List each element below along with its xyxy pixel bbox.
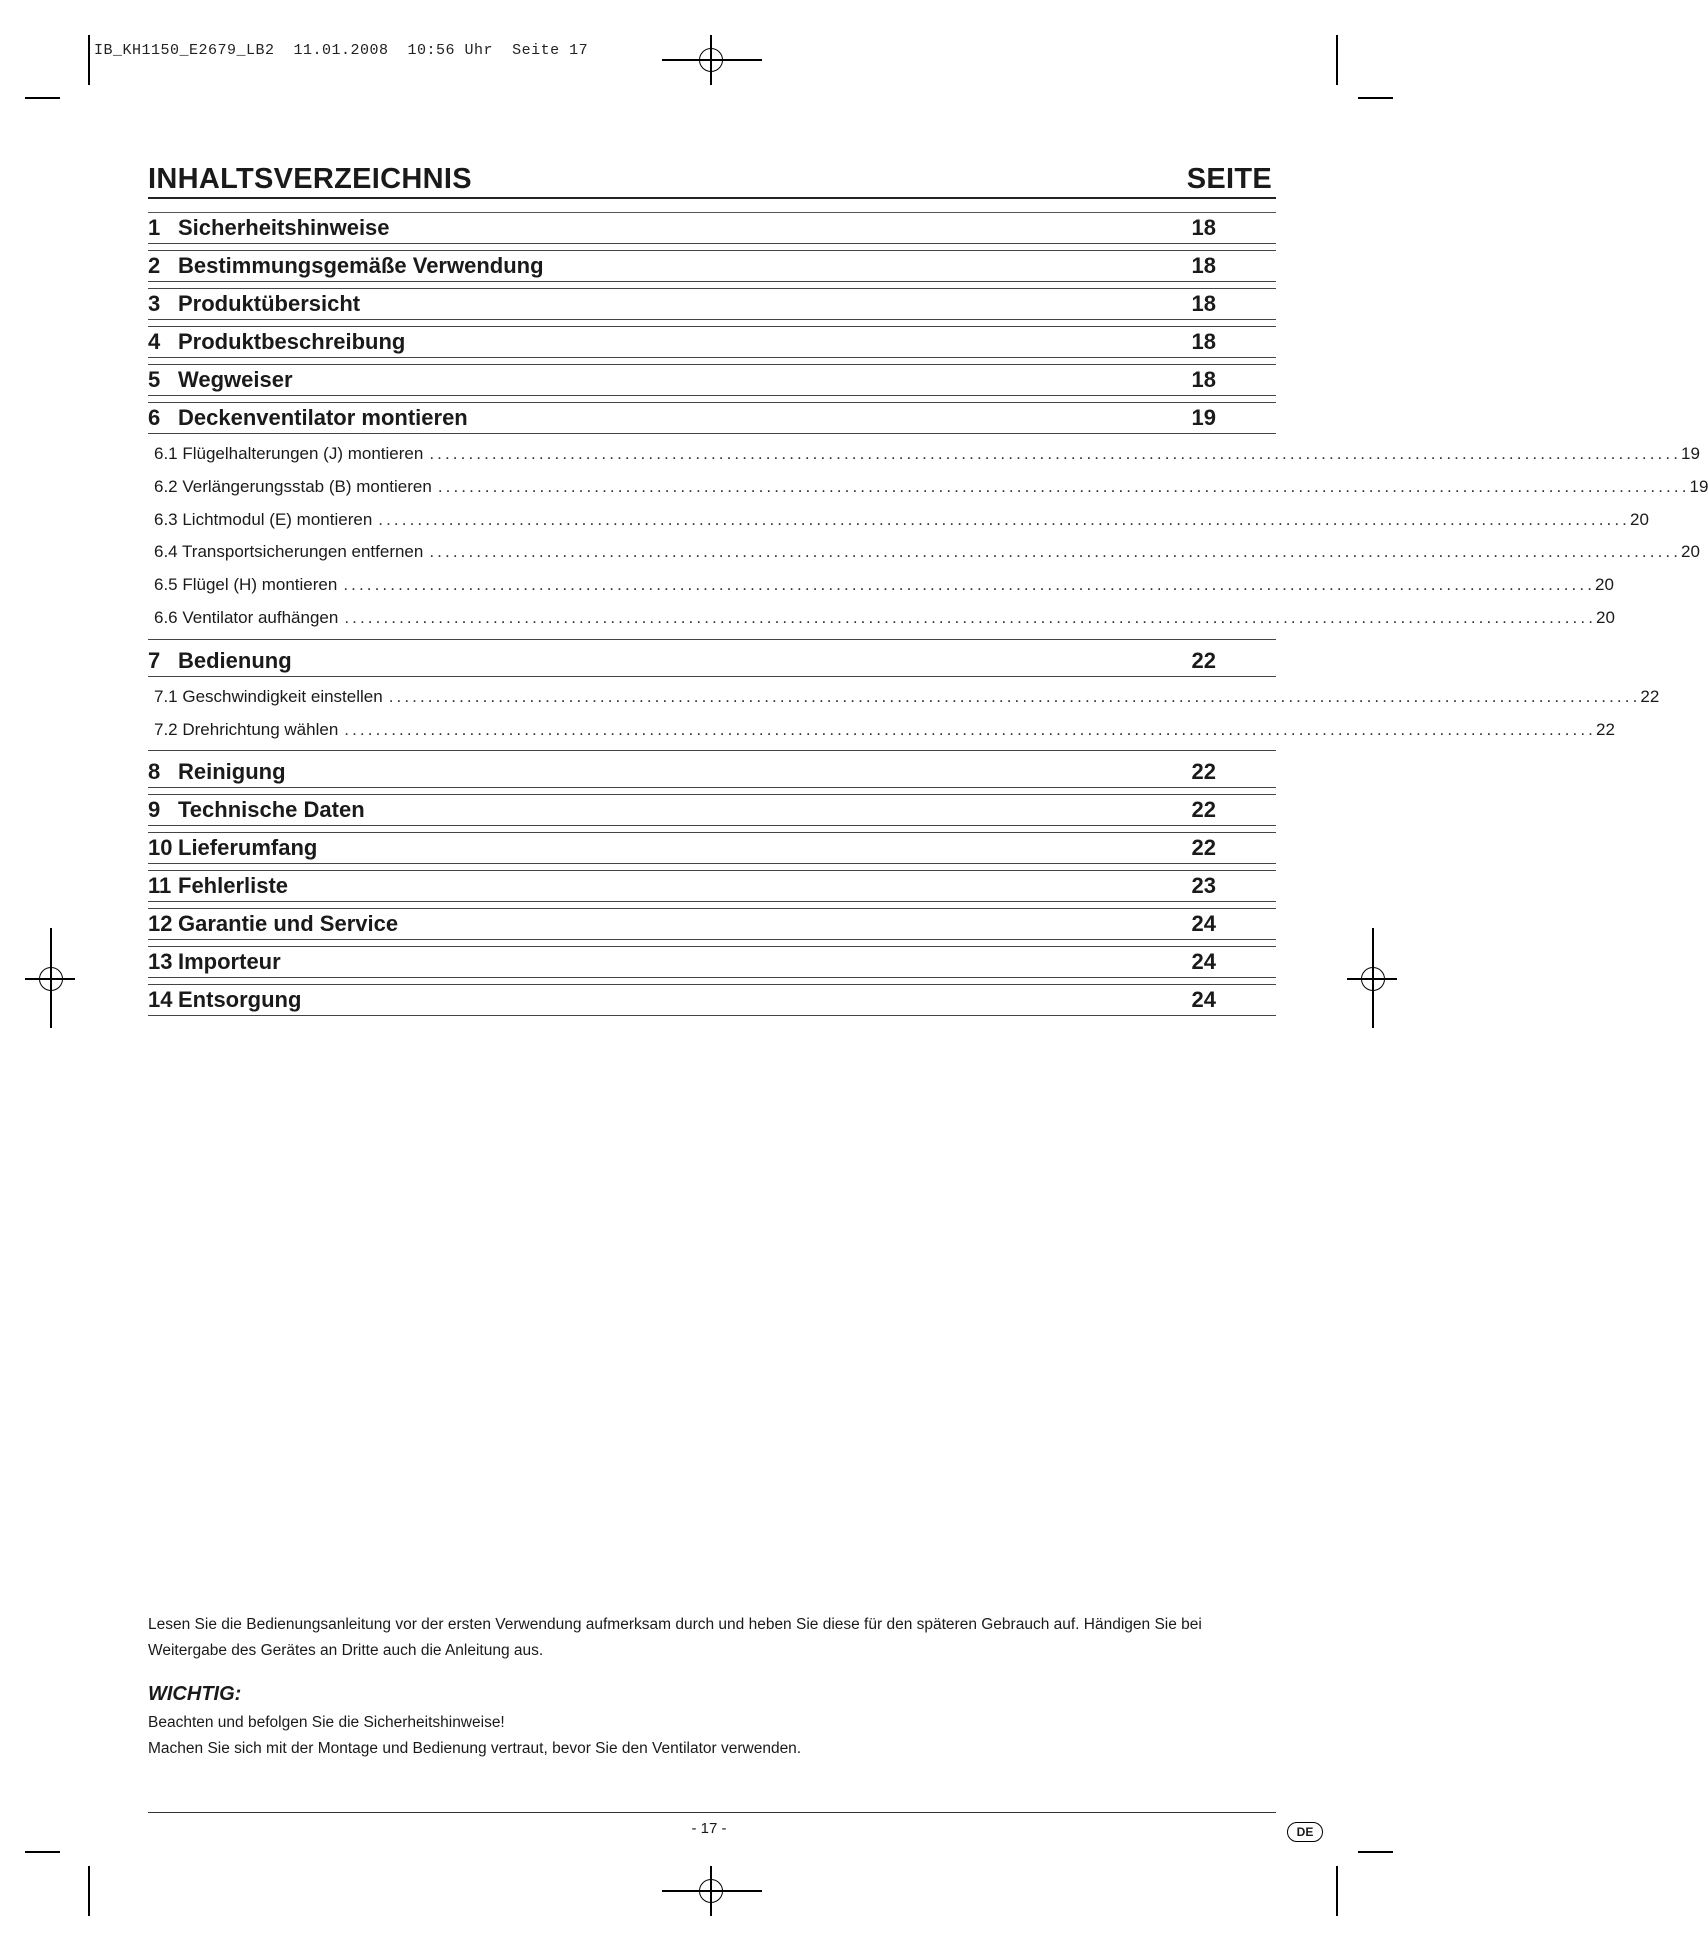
dot-leader: ................................................................................................................................................................ [429,444,1682,463]
section-title: Reinigung [178,759,286,785]
section-title: Produktübersicht [178,291,361,316]
dot-leader: ................................................................................................................................................................ [343,575,1596,595]
toc-subsection-row [148,536,1700,569]
table-of-contents [148,160,1708,1016]
warning-line: Beachten und befolgen Sie die Sicherheitshinweise! [148,1714,505,1731]
section-page: 22 [1191,797,1216,823]
print-slug: IB_KH1150_E2679_LB2 11.01.2008 10:56 Uhr Seite 17 [94,42,589,59]
subsection-title: 6.1 Flügelhalterungen (J) montieren [154,444,424,463]
section-number: 11 [148,873,172,899]
section-page: 18 [1191,329,1216,354]
toc-subsection-row [148,471,1708,504]
subsection-title: 6.3 Lichtmodul (E) montieren [154,509,373,529]
intro-text: Lesen Sie die Bedienungsanleitung vor der ersten Verwendung aufmerksam durch und heben Sie diese für den späteren Gebrauch auf. Händigen Sie bei Weitergabe des Gerätes an Dritte auch die Anleitung aus. [148,1616,1202,1659]
section-number: 8 [148,759,161,785]
toc-section-row [148,364,1276,396]
section-page: 22 [1191,647,1216,673]
section-number: 1 [148,215,161,240]
subsection-title: 7.1 Geschwindigkeit einstellen [154,686,383,706]
toc-section-row [148,870,1276,902]
section-title: Lieferumfang [178,835,318,861]
section-page: 18 [1191,291,1216,316]
subsection-page: 19 [1689,476,1708,496]
section-title: Produktbeschreibung [178,329,406,354]
section-number: 10 [148,835,173,861]
toc-subsection-row [148,438,1700,471]
section-page: 18 [1191,367,1216,392]
subsection-page: 20 [1595,575,1614,595]
dot-leader: ................................................................................................................................................................ [344,719,1596,739]
subsection-list [148,434,1708,640]
section-title: Importeur [178,949,281,975]
toc-section-row [148,326,1276,358]
section-title: Wegweiser [178,367,293,392]
subsection-title: 7.2 Drehrichtung wählen [154,719,339,739]
toc-section-row [148,402,1276,434]
subsection-page: 20 [1629,509,1649,529]
page-number: - 17 - [691,1820,727,1837]
section-number: 9 [148,797,161,823]
subsection-page: 19 [1681,444,1700,463]
warning-text [148,1710,801,1762]
toc-section-row [148,213,1276,244]
section-page: 18 [1191,215,1216,240]
section-number: 13 [148,949,173,975]
section-title: Technische Daten [178,797,365,823]
toc-header [148,160,1276,199]
section-number: 3 [148,291,161,316]
section-page: 22 [1191,759,1216,785]
subsection-page: 22 [1640,686,1660,706]
toc-section-row [148,832,1276,864]
dot-leader: ................................................................................................................................................................ [378,509,1630,529]
section-page: 19 [1191,405,1216,430]
section-page: 23 [1191,873,1216,899]
section-page: 24 [1191,949,1216,975]
warning-line: Machen Sie sich mit der Montage und Bedienung vertraut, bevor Sie den Ventilator verwenden. [148,1740,802,1757]
section-title: Entsorgung [178,987,302,1013]
section-title: Bestimmungsgemäße Verwendung [178,253,544,278]
subsection-page: 22 [1595,719,1615,739]
subsection-title: 6.6 Ventilator aufhängen [154,607,339,627]
toc-section-row [148,908,1276,940]
toc-section-row [148,794,1276,826]
section-number: 6 [148,405,161,430]
section-page: 24 [1191,911,1216,937]
toc-subsection-row [148,714,1615,747]
section-number: 4 [148,329,161,354]
section-number: 14 [148,987,173,1013]
subsection-title: 6.2 Verlängerungsstab (B) montieren [154,476,432,496]
section-number: 7 [148,647,161,673]
toc-heading: INHALTSVERZEICHNIS [148,163,472,195]
dot-leader: ................................................................................................................................................................ [429,542,1682,562]
subsection-title: 6.5 Flügel (H) montieren [154,575,338,595]
section-title: Deckenventilator montieren [178,405,468,430]
toc-body [148,213,1708,1016]
section-title: Bedienung [178,647,292,673]
toc-section-row [148,250,1276,282]
language-badge: DE [1287,1822,1323,1842]
page-column-heading: SEITE [1186,163,1272,195]
toc-section-row [148,757,1276,788]
section-title: Sicherheitshinweise [178,215,390,240]
subsection-title: 6.4 Transportsicherungen entfernen [154,542,424,562]
toc-subsection-row [148,681,1660,714]
toc-subsection-row [148,504,1649,537]
section-page: 24 [1191,987,1216,1013]
subsection-page: 20 [1681,542,1700,562]
toc-section-row [148,984,1276,1016]
toc-subsection-row [148,602,1615,635]
section-title: Garantie und Service [178,911,399,937]
dot-leader: ................................................................................................................................................................ [344,607,1597,627]
section-title: Fehlerliste [178,873,289,899]
toc-subsection-row [148,569,1614,602]
dot-leader: ................................................................................................................................................................ [388,686,1641,706]
section-number: 5 [148,367,161,392]
section-page: 22 [1191,835,1216,861]
toc-section-row [148,288,1276,320]
footer-rule [148,1812,1276,1813]
subsection-list [148,677,1660,752]
toc-section-row [148,946,1276,978]
section-number: 12 [148,911,173,937]
section-page: 18 [1191,253,1216,278]
warning-label: WICHTIG: [148,1683,242,1705]
section-number: 2 [148,253,161,278]
subsection-page: 20 [1596,607,1615,627]
toc-section-row [148,646,1276,677]
dot-leader: ................................................................................................................................................................ [437,476,1690,496]
